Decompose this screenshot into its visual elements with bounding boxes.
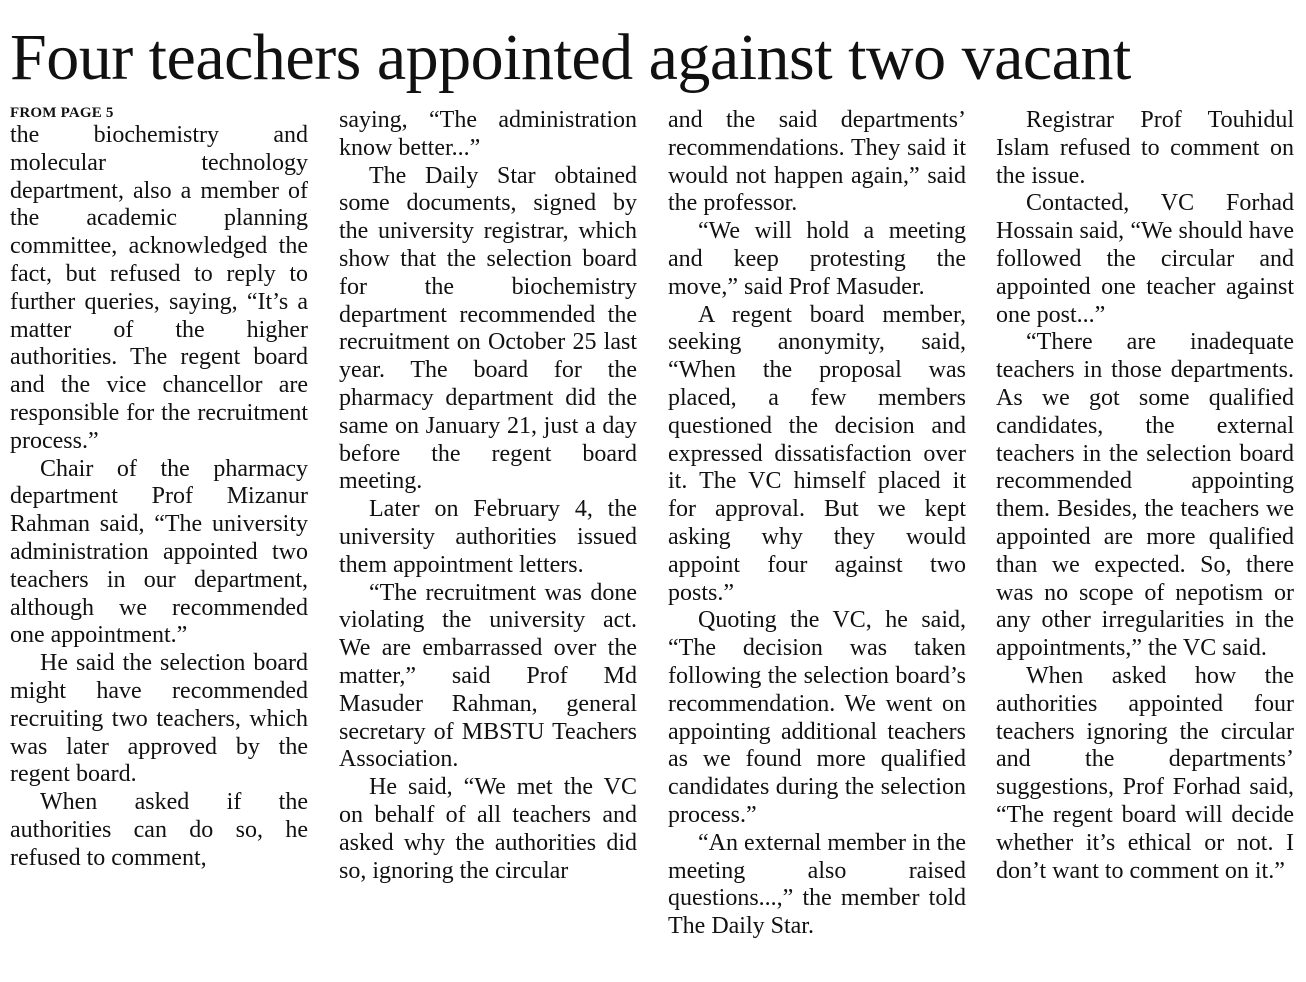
paragraph: Later on February 4, the university authorities issued them appointment letters.: [339, 496, 637, 578]
paragraph: “The recruitment was done violating the university act. We are embarrassed over the matter,” said Prof Md Masuder Rahman, general secretary of MBSTU Teachers Association.: [339, 579, 637, 773]
paragraph: “There are inadequate teachers in those departments. As we got some qualified candidates, the external teachers in the selection board recommended appointing them. Besides, the teachers we appointed are more qualified than we expected. So, there was no scope of nepotism or any other irregularities in the appointments,” the VC said.: [996, 329, 1294, 662]
paragraph: saying, “The administration know better...”: [339, 107, 637, 161]
paragraph: A regent board member, seeking anonymity, said, “When the proposal was placed, a few members questioned the decision and expressed dissatisfaction over it. The VC himself placed it for approval. But we kept asking why they would appoint four against two posts.”: [668, 301, 966, 606]
jump-label: FROM PAGE 5: [10, 105, 114, 121]
paragraph: The Daily Star obtained some documents, signed by the university registrar, which show that the selection board for the biochemistry department recommended the recruitment on October 25 last year. The board for the pharmacy department did the same on January 21, just a day before the regent board meeting.: [339, 162, 637, 495]
paragraph: When asked how the authorities appointed four teachers ignoring the circular and the departments’ suggestions, Prof Forhad said, “The regent board will decide whether it’s ethical or not. I don’t want to comment on it.”: [996, 662, 1294, 884]
paragraph: When asked if the authorities can do so, he refused to comment,: [10, 789, 308, 871]
headline: Four teachers appointed against two vacant: [10, 21, 1131, 94]
article-column-1: [10, 104, 308, 873]
paragraph: “An external member in the meeting also raised questions...,” the member told The Daily Star.: [668, 829, 966, 940]
paragraph: Chair of the pharmacy department Prof Mizanur Rahman said, “The university administration appointed two teachers in our department, although we recommended one appointment.”: [10, 455, 308, 649]
paragraph: Registrar Prof Touhidul Islam refused to comment on the issue.: [996, 107, 1294, 189]
article-column-4: [996, 107, 1294, 885]
paragraph: Quoting the VC, he said, “The decision was taken following the selection board’s recommendation. We went on appointing additional teachers as we found more qualified candidates during the selection process.”: [668, 607, 966, 828]
article-column-3: [668, 107, 966, 941]
paragraph: He said the selection board might have recommended recruiting two teachers, which was later approved by the regent board.: [10, 650, 308, 788]
paragraph: and the said departments’ recommendations. They said it would not happen again,” said the professor.: [668, 107, 966, 217]
paragraph: “We will hold a meeting and keep protesting the move,” said Prof Masuder.: [668, 218, 966, 300]
paragraph: Contacted, VC Forhad Hossain said, “We should have followed the circular and appointed one teacher against one post...”: [996, 190, 1294, 328]
article-column-2: [339, 107, 637, 885]
paragraph: He said, “We met the VC on behalf of all teachers and asked why the authorities did so, ignoring the circular: [339, 774, 637, 884]
paragraph: the biochemistry and molecular technology department, also a member of the academic planning committee, acknowledged the fact, but refused to reply to further queries, saying, “It’s a matter of the higher authorities. The regent board and the vice chancellor are responsible for the recruitment process.”: [10, 122, 308, 454]
